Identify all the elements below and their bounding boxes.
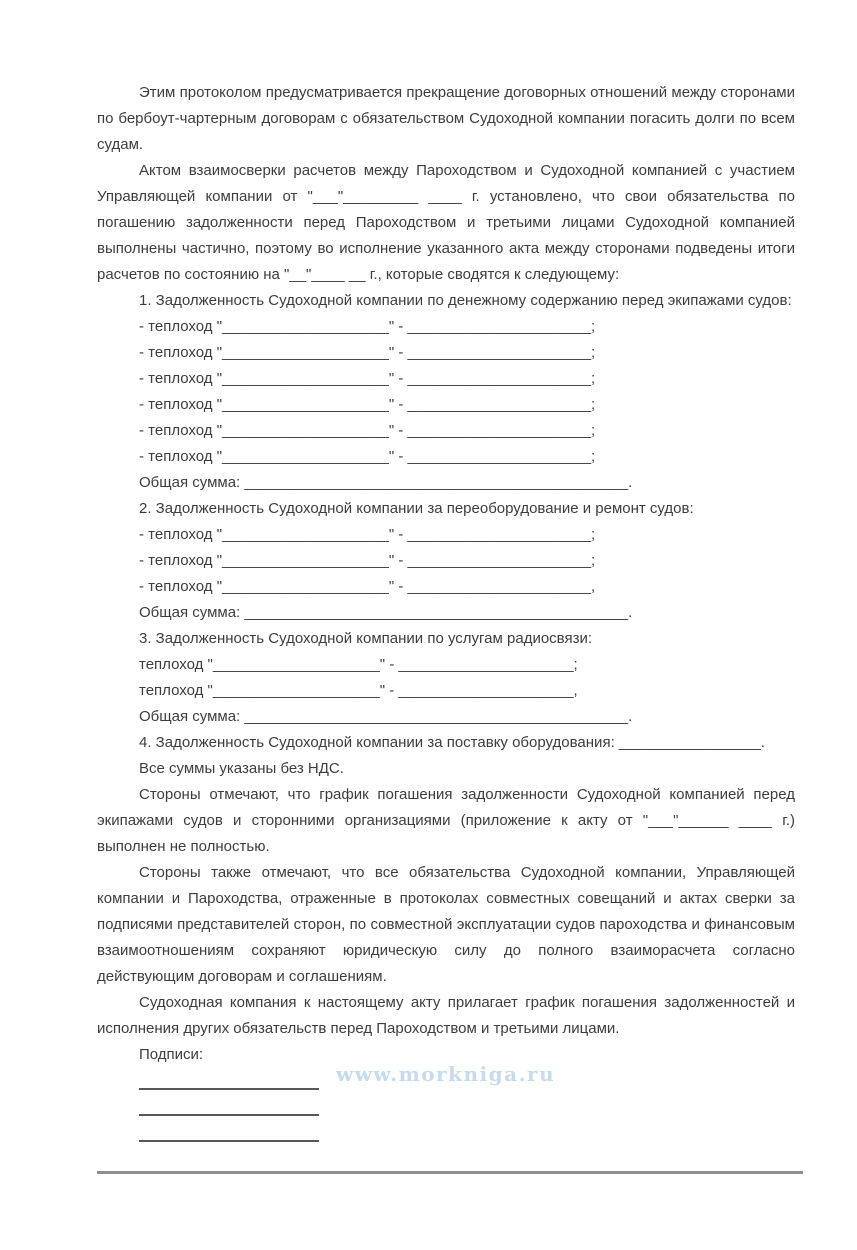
watermark-text: www.morkniga.ru <box>336 1062 556 1086</box>
paragraph-1: Этим протоколом предусматривается прекращение договорных отношений между сторонами по бербоут-чартерным договорам с обязательством Судоходной компании погасить долги по всем судам. <box>97 84 795 153</box>
ship-debt-row: - теплоход "____________________" - ______________________; <box>139 552 596 569</box>
ship-debt-row: - теплоход "____________________" - ______________________; <box>139 396 596 413</box>
total-sum-line: Общая сумма: ______________________________________________. <box>139 708 633 725</box>
ship-debt-row: теплоход "____________________" - _____________________; <box>139 656 578 673</box>
ship-debt-row: - теплоход "____________________" - ______________________; <box>139 344 596 361</box>
signatures-label: Подписи: <box>139 1046 204 1063</box>
signature-line <box>139 1116 319 1142</box>
paragraph-2: Актом взаимосверки расчетов между Пароходством и Судоходной компанией с участием Управляющей компании от "___"_________ ____ г. установлено, что свои обязательства по погашению задолженности перед Пароходством и третьими лицами Судоходной компанией выполнены частично, поэтому во исполнение указанного акта между сторонами подведены итоги расчетов по состоянию на "__"____ __ г., которые сводятся к следующему: <box>97 162 795 283</box>
signature-line <box>139 1078 319 1090</box>
signature-block <box>97 1078 795 1142</box>
paragraph-5: Судоходная компания к настоящему акту прилагает график погашения задолженностей и исполнения других обязательств перед Пароходством и третьими лицами. <box>97 994 795 1037</box>
paragraph-4: Стороны также отмечают, что все обязательства Судоходной компании, Управляющей компании и Пароходства, отраженные в протоколах совместных совещаний и актах сверки за подписями представителей сторон, по совместной эксплуатации судов пароходства и финансовым взаимоотношениям сохраняют юридическую силу до полного взаиморасчета согласно действующим договорам и соглашениям. <box>97 864 795 985</box>
section-3-title: 3. Задолженность Судоходной компании по услугам радиосвязи: <box>139 630 593 647</box>
ship-debt-row: - теплоход "____________________" - ______________________; <box>139 448 596 465</box>
page-bottom-rule <box>97 1171 803 1174</box>
vat-note: Все суммы указаны без НДС. <box>139 760 344 777</box>
ship-debt-row: - теплоход "____________________" - ______________________; <box>139 318 596 335</box>
ship-debt-row: теплоход "____________________" - _____________________, <box>139 682 578 699</box>
document-body <box>97 80 795 1142</box>
total-sum-line: Общая сумма: ______________________________________________. <box>139 604 633 621</box>
section-1-title: 1. Задолженность Судоходной компании по денежному содержанию перед экипажами судов: <box>139 292 792 309</box>
section-2-title: 2. Задолженность Судоходной компании за переоборудование и ремонт судов: <box>139 500 694 517</box>
total-sum-line: Общая сумма: ______________________________________________. <box>139 474 633 491</box>
signature-line <box>139 1090 319 1116</box>
item-4-line: 4. Задолженность Судоходной компании за поставку оборудования: _________________. <box>139 734 765 751</box>
ship-debt-row: - теплоход "____________________" - ______________________; <box>139 422 596 439</box>
ship-debt-row: - теплоход "____________________" - ______________________; <box>139 526 596 543</box>
ship-debt-row: - теплоход "____________________" - ______________________, <box>139 578 596 595</box>
ship-debt-row: - теплоход "____________________" - ______________________; <box>139 370 596 387</box>
paragraph-3: Стороны отмечают, что график погашения задолженности Судоходной компанией перед экипажами судов и сторонними организациями (приложение к акту от "___"______ ____ г.) выполнен не полностью. <box>97 786 795 855</box>
